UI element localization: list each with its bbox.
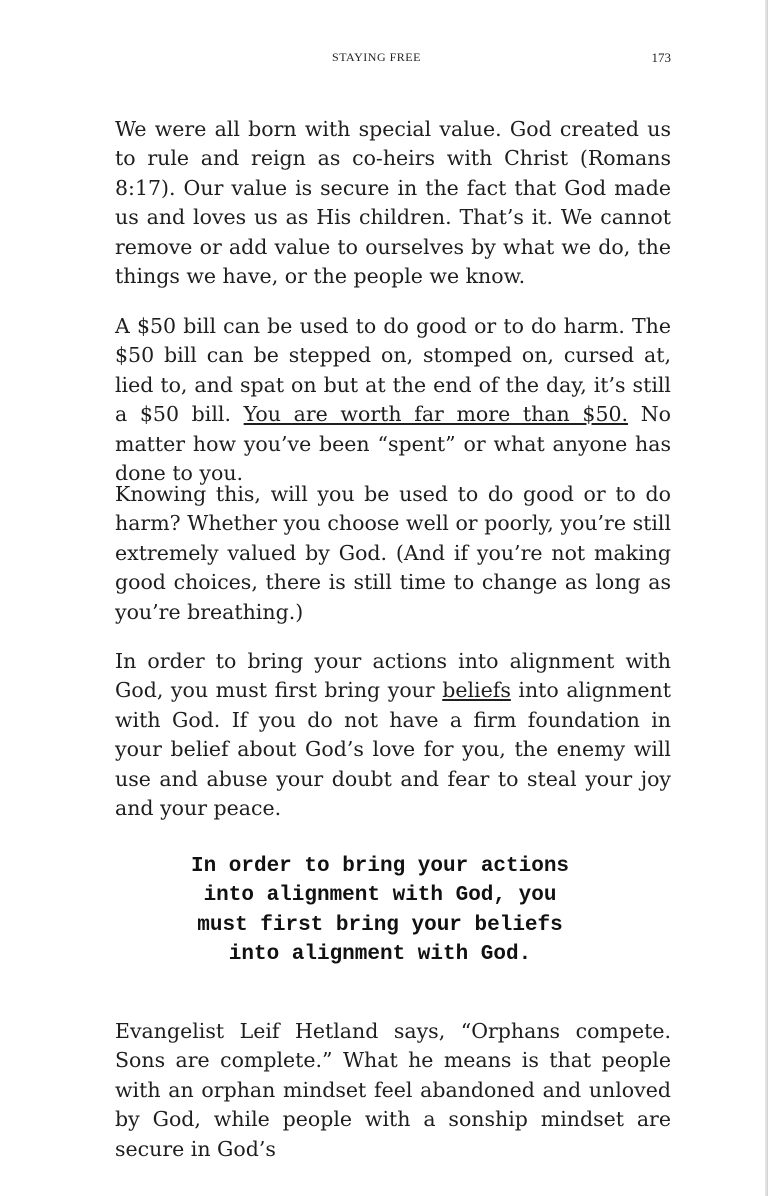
paragraph-born-with-value: [115, 115, 671, 291]
paragraph-knowing-this: [115, 480, 671, 627]
underlined-word: beliefs: [442, 678, 511, 703]
running-header-title: STAYING FREE: [332, 50, 421, 64]
paragraph-text: Evangelist Leif Hetland says, “Orphans compete. Sons are complete.” What he means is that people with an orphan mindset feel abandoned and unloved by God, while people with a sonship mindset are secure in God’s: [115, 1019, 671, 1161]
paragraph-fifty-dollar-bill: [115, 312, 671, 488]
paragraph-text: into alignment with God. If you do not have a firm foundation in your belief about God’s love for you, the enemy will use and abuse your doubt and fear to steal your joy and your peace.: [115, 678, 672, 821]
paragraph-text: Knowing this, will you be used to do good or to do harm? Whether you choose well or poorly, you’re still extremely valued by God. (And if you’re not making good choices, there is still time to change as long as you’re breathing.): [115, 482, 671, 624]
paragraph-text: A $50 bill can be used to do good or to do harm. The $50 bill can be stepped on, stomped on, cursed at, lied to, and spat on but at the end of the day, it’s still a $50 bill.: [115, 314, 671, 427]
underlined-phrase: You are worth far more than $50.: [243, 402, 629, 427]
pull-quote-line: into alignment with God.: [228, 943, 532, 967]
pull-quote-line: In order to bring your actions: [190, 855, 570, 878]
paragraph-text: No matter how you’ve been “spent” or what anyone has done to you.: [115, 402, 671, 486]
paragraph-orphans-compete: [115, 1017, 671, 1164]
paragraph-text: We were all born with special value. God created us to rule and reign as co-heirs with Christ (Romans 8:17). Our value is secure in the fact that God made us and loves us as His children. That’s it. We cannot remove or add value to ourselves by what we do, the things we have, or the people we know.: [115, 117, 671, 289]
pull-quote: [150, 852, 610, 970]
pull-quote-line: into alignment with God, you: [203, 884, 557, 908]
paragraph-text: In order to bring your actions into alignment with God, you must first bring your: [115, 649, 671, 703]
pull-quote-line: must first bring your beliefs: [197, 913, 563, 937]
paragraph-alignment: [115, 647, 671, 823]
page-number: 173: [651, 50, 671, 65]
